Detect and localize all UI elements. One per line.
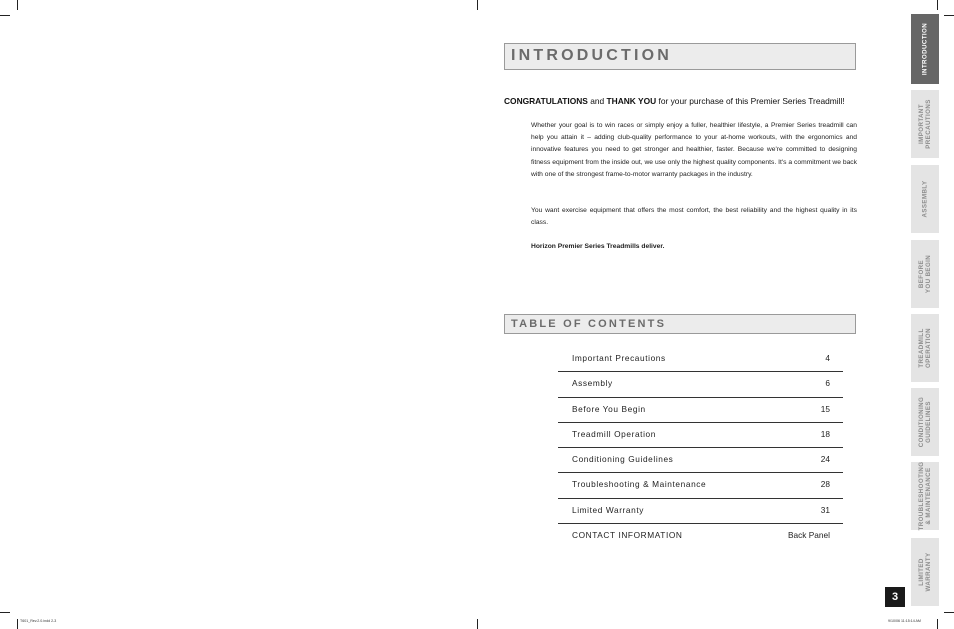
tab-label	[918, 397, 932, 448]
intro-paragraph-2: You want exercise equipment that offers the most comfort, the best reliability and the highest quality in its class.	[531, 207, 857, 227]
congrats-and: and	[587, 96, 607, 106]
crop-mark	[937, 619, 938, 629]
tab-before-you-begin[interactable]	[911, 240, 939, 308]
toc-header	[504, 314, 856, 334]
congratulations-line	[504, 96, 864, 106]
intro-paragraph-1: Whether your goal is to win races or simply enjoy a fuller, healthier lifestyle, a Premier Series treadmill can help you attain it – adding club-quality performance to your at-home workouts, with the ergonomics and innovative features you need to get stronger and healthier, faster. Because we're committed to designing fitness equipment from the inside out, we use only the highest quality components. It's a commitment we back with one of the strongest frame-to-motor warranty packages in the industry.	[531, 122, 857, 178]
tab-label	[918, 255, 932, 293]
toc-row-limited-warranty[interactable]	[558, 499, 843, 524]
toc-list	[558, 347, 843, 548]
tab-label-line1: ASSEMBLY	[921, 180, 929, 218]
toc-label: Assembly	[572, 378, 613, 389]
toc-page-number: 15	[820, 403, 830, 414]
crop-mark	[17, 0, 18, 10]
crop-mark	[477, 0, 478, 10]
print-slug-right: 9/10/06 11:15:14 AM	[888, 619, 921, 623]
toc-label: Conditioning Guidelines	[572, 454, 674, 465]
tab-label-line1: TREADMILL	[917, 328, 925, 368]
crop-mark	[944, 15, 954, 16]
crop-mark	[477, 619, 478, 629]
toc-row-contact-information[interactable]	[558, 524, 843, 548]
tab-label	[918, 328, 932, 368]
crop-mark	[17, 619, 18, 629]
tab-label	[918, 99, 932, 148]
crop-mark	[937, 0, 938, 10]
tab-label-line1: TROUBLESHOOTING	[917, 461, 925, 531]
crop-mark	[944, 612, 954, 613]
introduction-title: INTRODUCTION	[511, 47, 673, 64]
toc-label: Important Precautions	[572, 353, 666, 363]
tab-conditioning-guidelines[interactable]	[911, 388, 939, 456]
page-number: 3	[885, 587, 905, 607]
introduction-header	[504, 43, 856, 70]
toc-label: Before You Begin	[572, 403, 646, 414]
tab-label-line2: YOU BEGIN	[925, 254, 932, 294]
toc-page-number: 24	[820, 454, 830, 465]
tab-label-line1: INTRODUCTION	[921, 22, 929, 76]
toc-label: Troubleshooting & Maintenance	[572, 479, 707, 490]
toc-row-assembly[interactable]	[558, 372, 843, 397]
tab-label	[921, 23, 928, 75]
toc-label: Limited Warranty	[572, 504, 644, 515]
toc-page-number: 31	[820, 504, 830, 515]
thank-you-word: THANK YOU	[606, 96, 657, 106]
tab-label	[918, 462, 932, 531]
toc-row-before-you-begin[interactable]	[558, 398, 843, 423]
print-slug-left: T601_Rev.2.0.indd 2-3	[20, 619, 57, 623]
toc-label: Treadmill Operation	[572, 428, 656, 439]
tab-label-line2: OPERATION	[925, 328, 932, 368]
tab-label-line1: BEFORE	[917, 259, 925, 289]
toc-row-treadmill-operation[interactable]	[558, 423, 843, 448]
tab-introduction[interactable]	[911, 14, 939, 84]
toc-title: TABLE OF CONTENTS	[511, 318, 667, 330]
crop-mark	[0, 15, 10, 16]
tab-label	[921, 180, 928, 217]
toc-page-number: 18	[820, 428, 830, 439]
tab-label-line2: GUIDELINES	[925, 401, 932, 443]
tab-label-line2: PRECAUTIONS	[925, 99, 932, 149]
crop-mark	[0, 612, 10, 613]
tab-label-line2: WARRANTY	[925, 552, 932, 592]
toc-page-number: 4	[825, 353, 830, 363]
toc-label: CONTACT INFORMATION	[572, 530, 683, 541]
toc-row-troubleshooting-maintenance[interactable]	[558, 473, 843, 498]
tab-treadmill-operation[interactable]	[911, 314, 939, 382]
toc-page-number: Back Panel	[788, 530, 830, 541]
tab-assembly[interactable]	[911, 165, 939, 233]
congrats-rest: for your purchase of this Premier Series Treadmill!	[656, 96, 845, 106]
tab-troubleshooting-maintenance[interactable]	[911, 462, 939, 530]
tab-label-line2: & MAINTENANCE	[925, 467, 932, 525]
tab-limited-warranty[interactable]	[911, 538, 939, 606]
congrats-word: CONGRATULATIONS	[504, 96, 588, 106]
toc-row-conditioning-guidelines[interactable]	[558, 448, 843, 473]
tab-label-line1: IMPORTANT	[917, 104, 925, 144]
intro-paragraph-3: Horizon Premier Series Treadmills deliver.	[531, 243, 665, 250]
toc-row-important-precautions[interactable]	[558, 347, 843, 372]
tab-label-line1: LIMITED	[917, 558, 925, 586]
tab-label	[918, 553, 932, 592]
toc-page-number: 6	[825, 378, 830, 389]
tab-important-precautions[interactable]	[911, 90, 939, 158]
tab-label-line1: CONDITIONING	[917, 396, 925, 448]
toc-page-number: 28	[820, 479, 830, 490]
